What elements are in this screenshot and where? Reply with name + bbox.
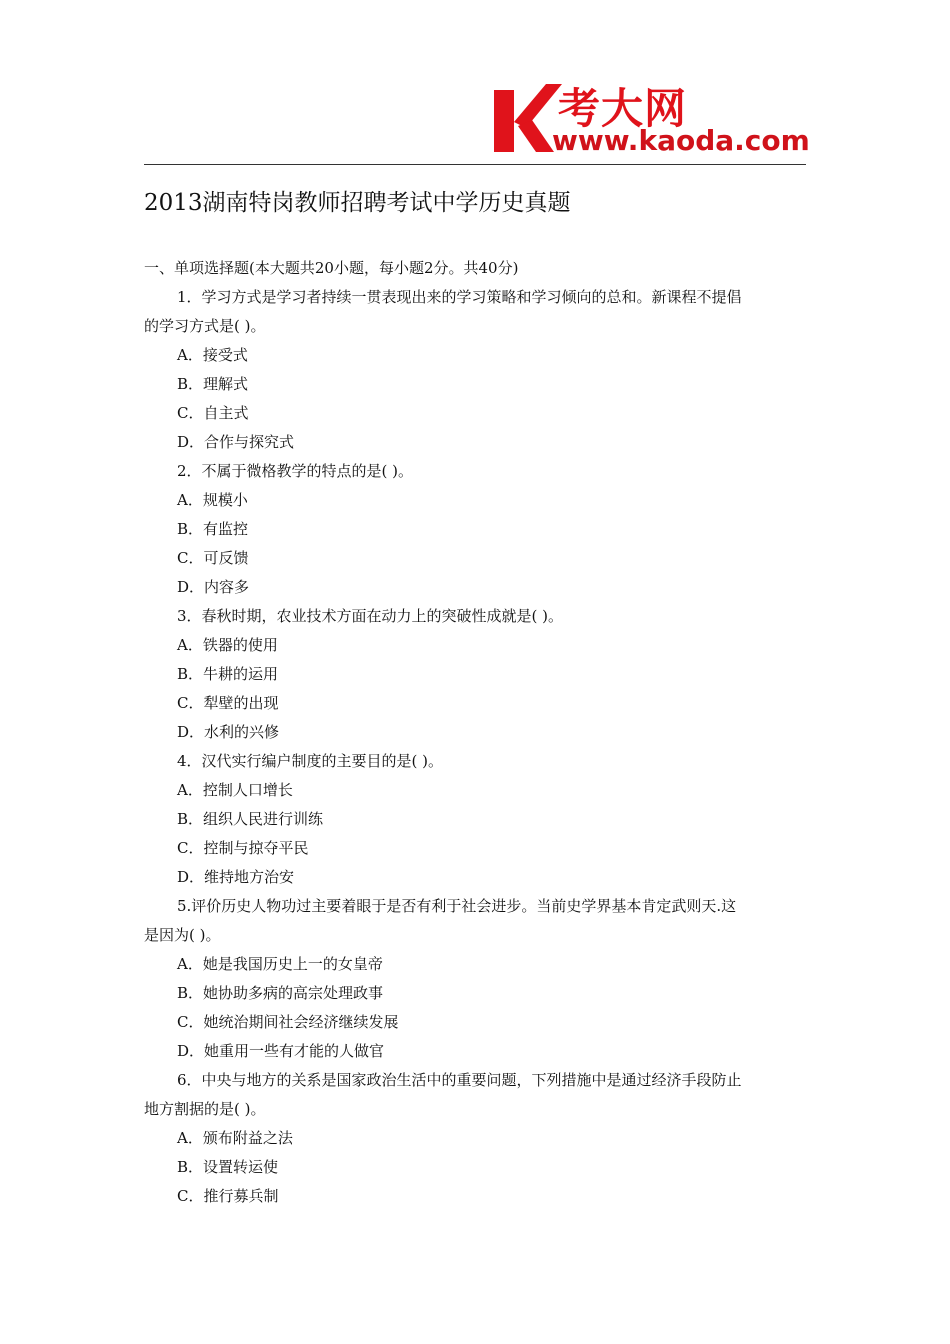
option-a: A．接受式: [177, 346, 248, 364]
question-4: [144, 747, 806, 892]
section-heading: 一、单项选择题(本大题共20小题，每小题2分。共40分): [144, 259, 519, 277]
option-a: A．控制人口增长: [177, 781, 293, 799]
kaoda-logo: [492, 78, 810, 160]
header-divider: [144, 164, 806, 165]
logo-chinese-text: 考大网: [558, 84, 688, 133]
option-b: B．牛耕的运用: [177, 665, 279, 683]
question-text: 1．学习方式是学习者持续一贯表现出来的学习策略和学习倾向的总和。新课程不提倡: [177, 288, 742, 306]
question-6: [144, 1066, 806, 1211]
question-text-continued: 是因为( )。: [144, 926, 221, 944]
option-c: C．可反馈: [177, 549, 249, 567]
question-5: [144, 892, 806, 1066]
option-d: D．维持地方治安: [177, 868, 295, 886]
option-c: C．犁壁的出现: [177, 694, 279, 712]
option-c: C．自主式: [177, 404, 249, 422]
option-d: D．合作与探究式: [177, 433, 295, 451]
option-b: B．她协助多病的高宗处理政事: [177, 984, 384, 1002]
question-text: 3．春秋时期，农业技术方面在动力上的突破性成就是( )。: [177, 607, 564, 625]
option-c: C．控制与掠夺平民: [177, 839, 309, 857]
question-text: 6．中央与地方的关系是国家政治生活中的重要问题，下列措施中是通过经济手段防止: [177, 1071, 742, 1089]
question-text-continued: 地方割据的是( )。: [144, 1100, 266, 1118]
option-b: B．有监控: [177, 520, 249, 538]
question-text-continued: 的学习方式是( )。: [144, 317, 266, 335]
question-text: 4．汉代实行编户制度的主要目的是( )。: [177, 752, 444, 770]
option-a: A．规模小: [177, 491, 248, 509]
question-2: [144, 457, 806, 602]
option-d: D．内容多: [177, 578, 250, 596]
option-b: B．设置转运使: [177, 1158, 279, 1176]
option-d: D．水利的兴修: [177, 723, 280, 741]
option-d: D．她重用一些有才能的人做官: [177, 1042, 385, 1060]
question-text: 2．不属于微格教学的特点的是( )。: [177, 462, 414, 480]
option-a: A．她是我国历史上一的女皇帝: [177, 955, 383, 973]
document-title: 2013湖南特岗教师招聘考试中学历史真题: [144, 190, 571, 216]
logo-url-text: www.kaoda.com: [552, 124, 810, 157]
option-b: B．组织人民进行训练: [177, 810, 324, 828]
question-3: [144, 602, 806, 747]
question-1: [144, 283, 806, 457]
question-text: 5.评价历史人物功过主要着眼于是否有利于社会进步。当前史学界基本肯定武则天.这: [177, 897, 737, 915]
option-a: A．铁器的使用: [177, 636, 278, 654]
option-b: B．理解式: [177, 375, 249, 393]
option-a: A．颁布附益之法: [177, 1129, 293, 1147]
option-c: C．推行募兵制: [177, 1187, 279, 1205]
option-c: C．她统治期间社会经济继续发展: [177, 1013, 399, 1031]
exam-content: [144, 254, 806, 1211]
